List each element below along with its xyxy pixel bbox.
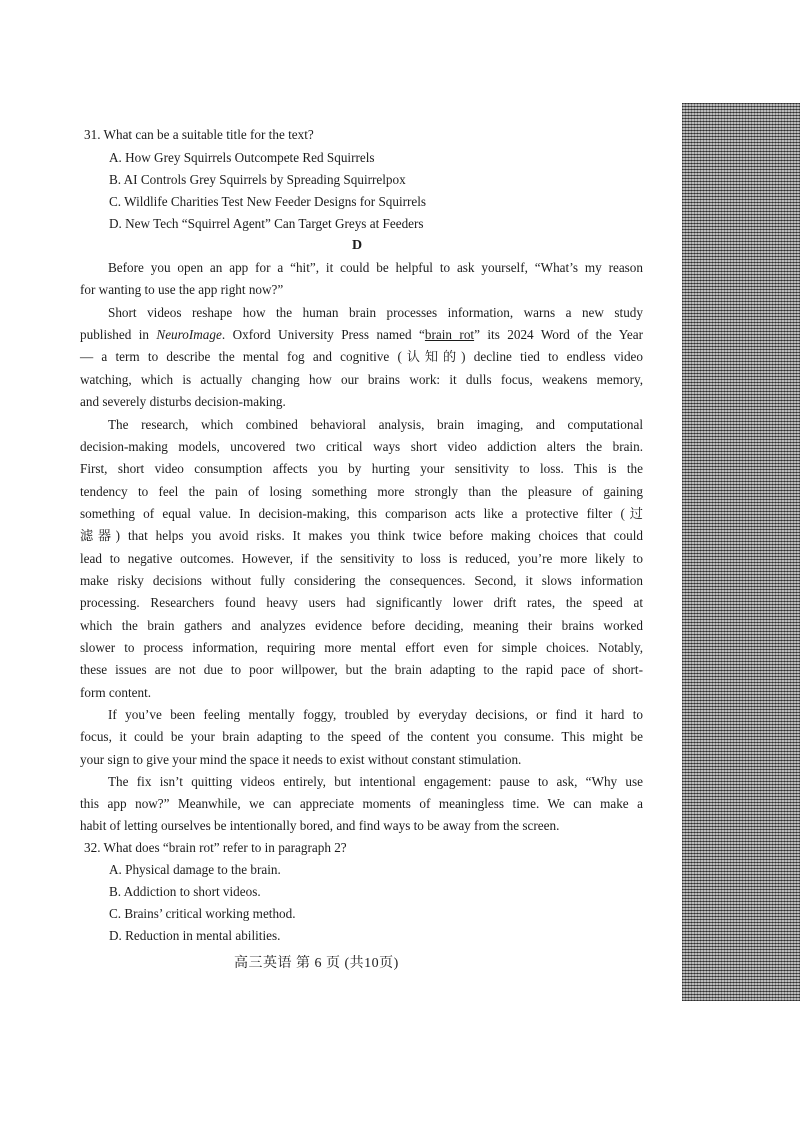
passage-line: focus, it could be your brain adapting to the speed of the content you consume. This might be: [80, 729, 643, 744]
passage-line: Short videos reshape how the human brain processes information, warns a new study: [108, 305, 643, 320]
passage-line: and severely disturbs decision-making.: [80, 394, 286, 409]
passage-line: decision-making models, uncovered two critical ways short video addiction alters the brain.: [80, 439, 643, 454]
passage-line: lead to negative outcomes. However, if the sensitivity to loss is reduced, you’re more likely to: [80, 551, 643, 566]
passage-line: something of equal value. In decision-making, this comparison acts like a protective filter (过: [80, 506, 643, 521]
section-letter: D: [352, 238, 363, 253]
page-footer: 高三英语 第 6 页 (共10页): [234, 956, 399, 971]
scan-edge-strip: [682, 103, 800, 1001]
q31-option-b: B. AI Controls Grey Squirrels by Spreading Squirrelpox: [109, 172, 406, 187]
passage-line: processing. Researchers found heavy users had significantly lower drift rates, the speed at: [80, 595, 643, 610]
journal-name: NeuroImage: [156, 327, 222, 342]
passage-line: this app now?” Meanwhile, we can appreciate moments of meaningless time. We can make a: [80, 796, 643, 811]
passage-line: these issues are not due to poor willpower, but the brain adapting to the rapid pace of short-: [80, 662, 643, 677]
passage-line: form content.: [80, 685, 152, 700]
passage-line: make risky decisions without fully considering the consequences. Second, it slows information: [80, 573, 643, 588]
passage-line: watching, which is actually changing how our brains work: it dulls focus, weakens memory,: [80, 372, 643, 387]
question-32: 32. What does “brain rot” refer to in paragraph 2?: [84, 840, 347, 855]
q32-option-a: A. Physical damage to the brain.: [109, 862, 281, 877]
q31-option-c: C. Wildlife Charities Test New Feeder Designs for Squirrels: [109, 194, 427, 209]
q31-option-d: D. New Tech “Squirrel Agent” Can Target Greys at Feeders: [109, 216, 424, 231]
q31-option-a: A. How Grey Squirrels Outcompete Red Squirrels: [109, 150, 375, 165]
passage-line: — a term to describe the mental fog and cognitive (认知的) decline tied to endless video: [80, 349, 643, 364]
q32-option-c: C. Brains’ critical working method.: [109, 906, 296, 921]
passage-line: The fix isn’t quitting videos entirely, but intentional engagement: pause to ask, “Why use: [108, 774, 643, 789]
passage-line: Before you open an app for a “hit”, it could be helpful to ask yourself, “What’s my reason: [108, 260, 643, 275]
passage-line: 滤器) that helps you avoid risks. It makes you think twice before making choices that could: [80, 528, 643, 543]
q32-option-b: B. Addiction to short videos.: [109, 884, 261, 899]
passage-line: your sign to give your mind the space it needs to exist without constant stimulation.: [80, 752, 522, 767]
passage-line: slower to process information, requiring more mental effort even for simple choices. Notably,: [80, 640, 643, 655]
passage-line: tendency to feel the pain of losing something more strongly than the pleasure of gaining: [80, 484, 643, 499]
passage-line: published in NeuroImage. Oxford University Press named “brain rot” its 2024 Word of the Year: [80, 327, 644, 342]
passage-line: If you’ve been feeling mentally foggy, troubled by everyday decisions, or find it hard to: [108, 707, 643, 722]
passage-line: The research, which combined behavioral analysis, brain imaging, and computational: [108, 417, 643, 432]
q32-option-d: D. Reduction in mental abilities.: [109, 928, 281, 943]
underlined-term-brain-rot: brain rot: [424, 327, 475, 342]
passage-line: habit of letting ourselves be intentionally bored, and find ways to be away from the screen.: [80, 818, 560, 833]
question-31: 31. What can be a suitable title for the text?: [84, 127, 314, 142]
passage-line: which the brain gathers and analyzes evidence before deciding, meaning their brains worked: [80, 618, 643, 633]
passage-line: for wanting to use the app right now?”: [80, 282, 284, 297]
passage-line: First, short video consumption affects you by hurting your sensitivity to loss. This is the: [80, 461, 643, 476]
